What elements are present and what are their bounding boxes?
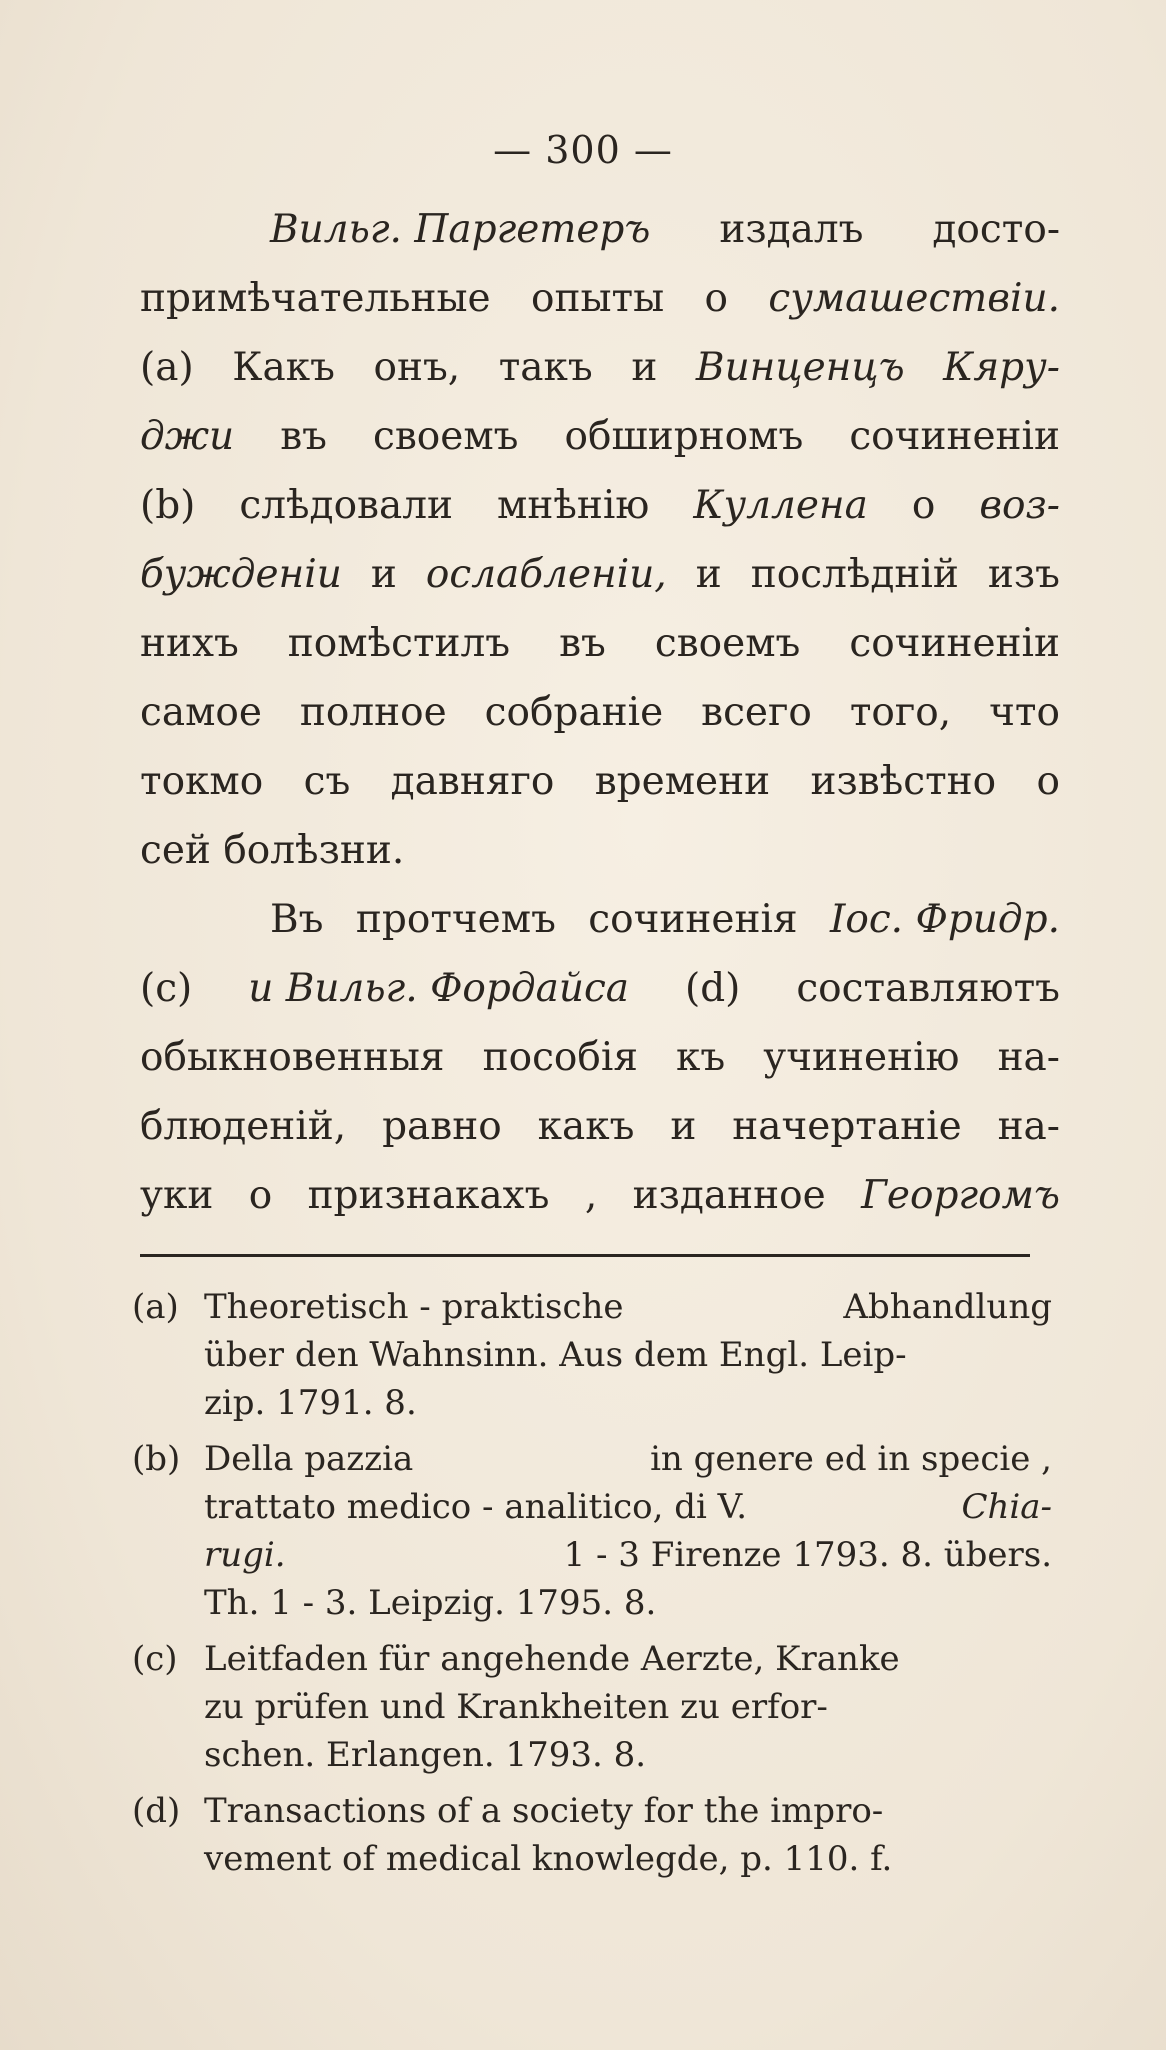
text-line: [140, 264, 1060, 333]
text-line: [140, 747, 1060, 816]
text-line: [140, 954, 1060, 1023]
footnote-line: [204, 1283, 1052, 1331]
text-line: [140, 195, 1060, 264]
footnote-mark: (a): [132, 1287, 179, 1327]
word: Георгомъ: [861, 1173, 1060, 1218]
word: уки: [140, 1173, 214, 1218]
footnote-text: zu prüfen und Krankheiten zu erfor-: [204, 1687, 828, 1727]
word: составляютъ: [796, 966, 1060, 1011]
word: и Вильг. Фордайса: [248, 966, 630, 1011]
word: того,: [849, 690, 952, 735]
word: начертаніе: [732, 1104, 962, 1149]
footnote: [132, 1435, 1052, 1627]
text-line: [140, 816, 1060, 885]
word: съ: [303, 759, 351, 804]
footnote-text: Leitfaden für angehende Aerzte, Kranke: [204, 1639, 900, 1679]
footnote-line: [204, 1787, 1052, 1835]
footnote-text: Theoretisch - praktische: [204, 1287, 624, 1327]
word: бужденіи: [140, 552, 342, 597]
word: Въ: [270, 897, 324, 942]
word: Вильг. Паргетеръ: [270, 207, 651, 252]
word: въ: [559, 621, 606, 666]
word: онъ,: [373, 345, 461, 390]
footnote-body: [204, 1787, 1052, 1883]
footnote-mark: (b): [132, 1439, 181, 1479]
word: всего: [701, 690, 812, 735]
word: досто-: [932, 207, 1060, 252]
footnote-divider: [140, 1254, 1030, 1257]
word: и: [670, 1104, 697, 1149]
word: изданное: [632, 1173, 826, 1218]
footnote-line: [204, 1331, 1052, 1379]
word: сей болѣзни.: [140, 828, 405, 873]
footnote-mark: (d): [132, 1791, 181, 1831]
footnote: [132, 1787, 1052, 1883]
word: извѣстно: [810, 759, 997, 804]
footnote-line: [204, 1531, 1052, 1579]
footnote-text: 1 - 3 Firenze 1793. 8. übers.: [563, 1535, 1052, 1575]
footnote-line: [204, 1379, 1052, 1427]
word: и: [370, 552, 397, 597]
word: въ: [280, 414, 327, 459]
word: протчемъ: [355, 897, 556, 942]
footnote-line: [204, 1683, 1052, 1731]
word: (b): [140, 483, 196, 528]
footnote-line: [204, 1435, 1052, 1483]
word: изъ: [987, 552, 1060, 597]
word: и: [631, 345, 658, 390]
word: Какъ: [232, 345, 335, 390]
word: признакахъ: [307, 1173, 550, 1218]
footnote-text: in genere ed in specie ,: [650, 1439, 1052, 1479]
word: (c): [140, 966, 193, 1011]
footnote-text: Abhandlung: [843, 1287, 1052, 1327]
footnote-line: [204, 1483, 1052, 1531]
text-line: [140, 471, 1060, 540]
word: мнѣнію: [497, 483, 650, 528]
word: блюденій,: [140, 1104, 347, 1149]
word: что: [989, 690, 1060, 735]
footnote-text: Th. 1 - 3. Leipzig. 1795. 8.: [204, 1583, 657, 1623]
word: (a): [140, 345, 194, 390]
footnote-text: zip. 1791. 8.: [204, 1383, 417, 1423]
word: воз-: [979, 483, 1060, 528]
footnote-text: Transactions of a society for the impro-: [204, 1791, 884, 1831]
word: о: [248, 1173, 273, 1218]
footnote-line: [204, 1835, 1052, 1883]
word: собраніе: [484, 690, 664, 735]
word: такъ: [498, 345, 593, 390]
text-line: [140, 402, 1060, 471]
word: о: [704, 276, 728, 321]
footnotes: [132, 1283, 1052, 1891]
word: Куллена: [693, 483, 868, 528]
footnote-text: Chia-: [961, 1487, 1052, 1527]
word: пособія: [482, 1035, 638, 1080]
word: сочиненіи: [849, 621, 1060, 666]
word: своемъ: [654, 621, 801, 666]
word: нихъ: [140, 621, 239, 666]
text-line: [140, 333, 1060, 402]
word: слѣдовали: [239, 483, 454, 528]
text-line: [140, 1092, 1060, 1161]
word: на-: [997, 1104, 1060, 1149]
footnote: [132, 1635, 1052, 1779]
footnote-text: vement of medical knowlegde, p. 110. f.: [204, 1839, 893, 1879]
footnote-line: [204, 1635, 1052, 1683]
footnote-body: [204, 1283, 1052, 1427]
footnote-body: [204, 1635, 1052, 1779]
text-line: [140, 609, 1060, 678]
word: примѣчательные: [140, 276, 491, 321]
main-text: [140, 195, 1060, 1230]
text-line: [140, 678, 1060, 747]
word: (d): [684, 966, 741, 1011]
word: опыты: [531, 276, 665, 321]
word: ,: [584, 1173, 598, 1218]
word: сочиненія: [588, 897, 798, 942]
word: сумашествіи.: [768, 276, 1060, 321]
word: времени: [594, 759, 771, 804]
word: о: [911, 483, 936, 528]
word: обыкновенныя: [140, 1035, 445, 1080]
word: на-: [997, 1035, 1060, 1080]
word: учиненію: [763, 1035, 960, 1080]
page-number: — 300 —: [493, 128, 673, 172]
word: Іос. Фридр.: [829, 897, 1060, 942]
word: помѣстилъ: [287, 621, 511, 666]
footnote-text: rugi.: [204, 1535, 286, 1575]
footnote-text: trattato medico - analitico, di V.: [204, 1487, 748, 1527]
word: Винценцъ: [695, 345, 905, 390]
word: сочиненіи: [849, 414, 1060, 459]
footnote-line: [204, 1731, 1052, 1779]
word: о: [1036, 759, 1060, 804]
word: полное: [299, 690, 447, 735]
footnote-text: schen. Erlangen. 1793. 8.: [204, 1735, 647, 1775]
text-line: [140, 885, 1060, 954]
footnote-text: Della pazzia: [204, 1439, 414, 1479]
text-line: [140, 1161, 1060, 1230]
text-line: [140, 1023, 1060, 1092]
word: какъ: [537, 1104, 635, 1149]
word: Кяру-: [943, 345, 1060, 390]
footnote: [132, 1283, 1052, 1427]
word: обширномъ: [564, 414, 804, 459]
footnote-body: [204, 1435, 1052, 1627]
footnote-mark: (c): [132, 1639, 178, 1679]
word: токмо: [140, 759, 264, 804]
word: равно: [382, 1104, 502, 1149]
word: и: [695, 552, 722, 597]
text-line: [140, 540, 1060, 609]
footnote-line: [204, 1579, 1052, 1627]
word: издалъ: [719, 207, 864, 252]
word: къ: [676, 1035, 726, 1080]
word: давняго: [390, 759, 555, 804]
word: самое: [140, 690, 262, 735]
footnote-text: über den Wahnsinn. Aus dem Engl. Leip-: [204, 1335, 907, 1375]
word: послѣдній: [750, 552, 959, 597]
word: своемъ: [372, 414, 519, 459]
word: джи: [140, 414, 235, 459]
word: ослабленіи,: [425, 552, 667, 597]
